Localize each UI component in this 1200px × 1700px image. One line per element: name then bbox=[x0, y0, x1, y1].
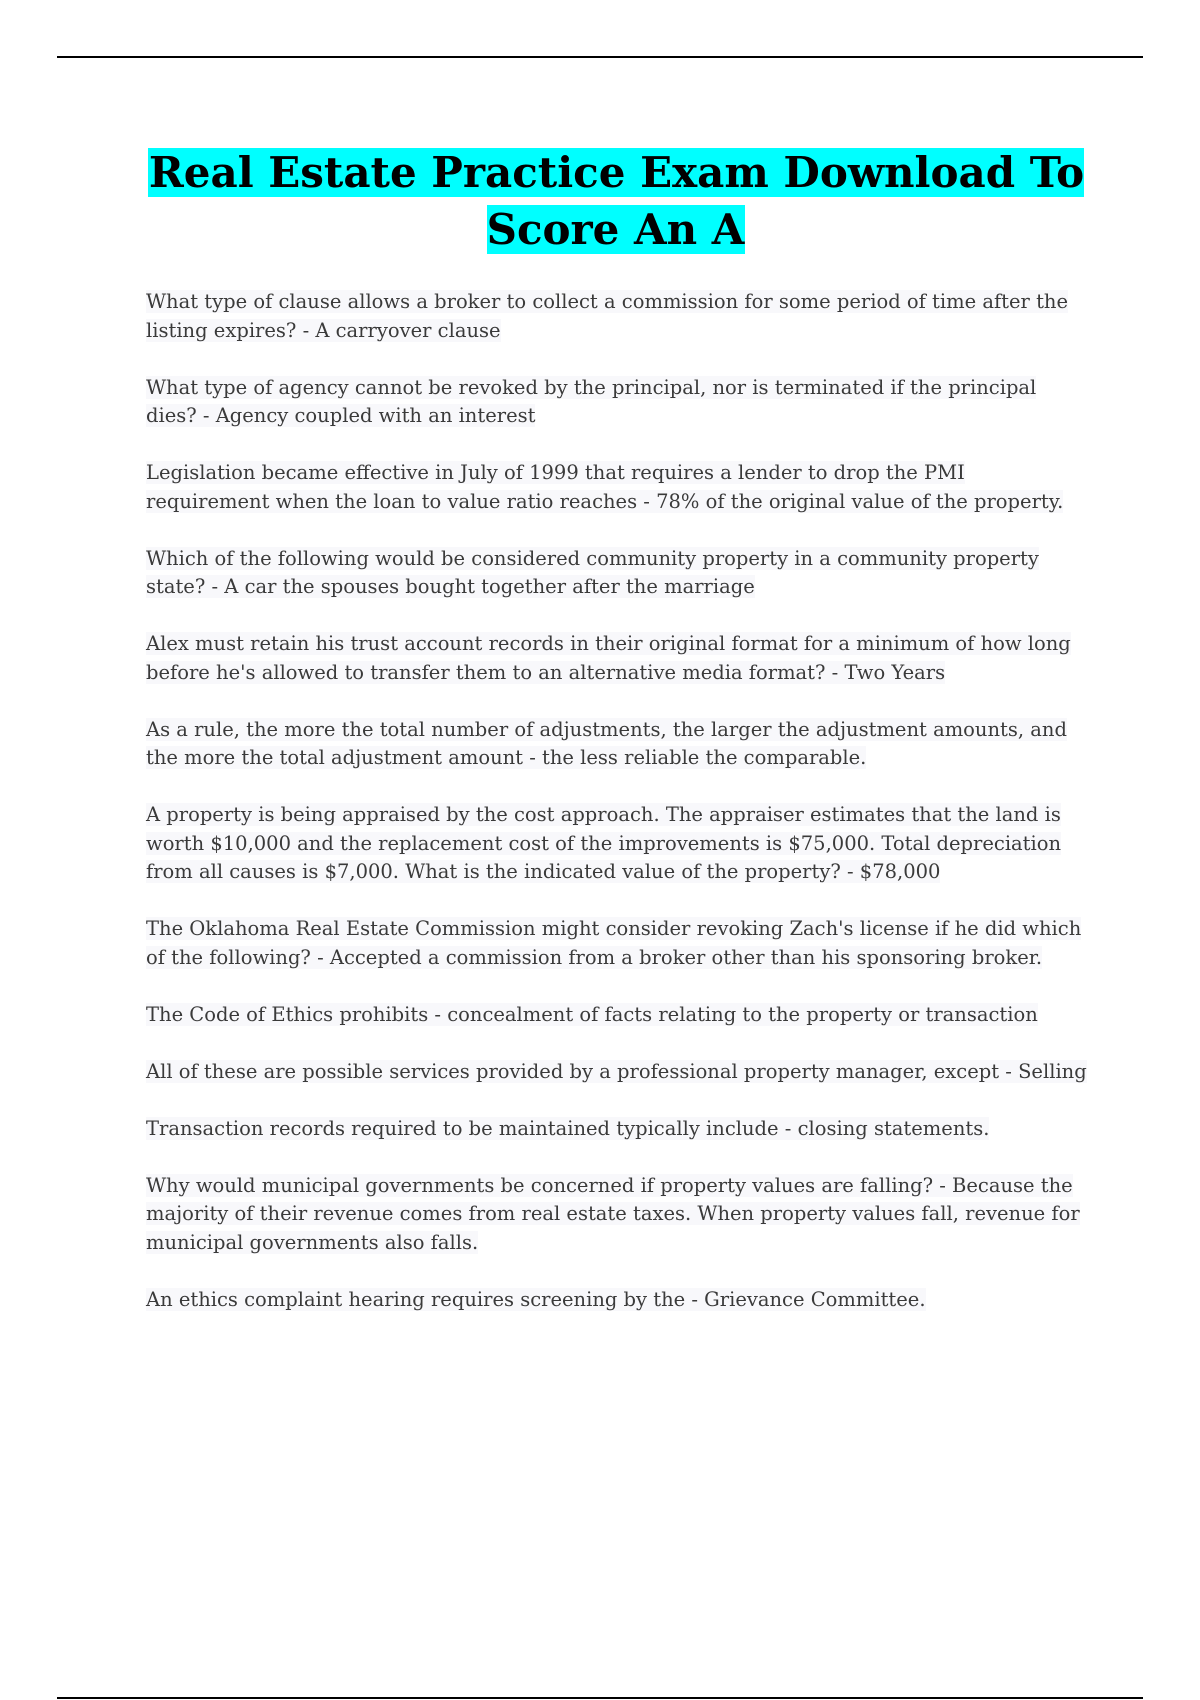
qa-text: All of these are possible services provided by a professional property manager, except - Selling bbox=[146, 1059, 1087, 1083]
qa-text: Which of the following would be considered community property in a community property state? - A car the spouses bought together after the marriage bbox=[146, 546, 1039, 598]
qa-text: A property is being appraised by the cost approach. The appraiser estimates that the land is worth $10,000 and the replacement cost of the improvements is $75,000. Total depreciation from all causes is $7,000. What is the indicated value of the property? - $78,000 bbox=[146, 803, 1062, 883]
qa-item bbox=[146, 1286, 1090, 1315]
qa-text: As a rule, the more the total number of adjustments, the larger the adjustment amounts, and the more the total adjustment amount - the less reliable the comparable. bbox=[146, 717, 1067, 769]
bottom-rule bbox=[57, 1697, 1143, 1699]
qa-item bbox=[146, 630, 1090, 687]
qa-text: What type of agency cannot be revoked by the principal, nor is terminated if the principal dies? - Agency coupled with an interest bbox=[146, 375, 1037, 427]
qa-item bbox=[146, 374, 1090, 431]
qa-item bbox=[146, 1172, 1090, 1258]
qa-item bbox=[146, 1001, 1090, 1030]
qa-item bbox=[146, 545, 1090, 602]
top-rule bbox=[57, 56, 1143, 58]
qa-text: The Code of Ethics prohibits - concealment of facts relating to the property or transaction bbox=[146, 1002, 1038, 1026]
qa-text: The Oklahoma Real Estate Commission might consider revoking Zach's license if he did which of the following? - Accepted a commission from a broker other than his sponsoring broker. bbox=[146, 917, 1082, 969]
qa-text: An ethics complaint hearing requires screening by the - Grievance Committee. bbox=[146, 1287, 926, 1311]
qa-item bbox=[146, 459, 1090, 516]
qa-item bbox=[146, 801, 1090, 887]
qa-item bbox=[146, 1058, 1090, 1087]
qa-text: What type of clause allows a broker to collect a commission for some period of time after the listing expires? - A carryover clause bbox=[146, 290, 1069, 342]
qa-item bbox=[146, 716, 1090, 773]
qa-list bbox=[146, 288, 1090, 1343]
qa-text: Alex must retain his trust account records in their original format for a minimum of how long before he's allowed to transfer them to an alternative media format? - Two Years bbox=[146, 632, 1071, 684]
document-title-text: Real Estate Practice Exam Download To Score An A bbox=[148, 148, 1085, 254]
document-title bbox=[145, 144, 1087, 258]
qa-text: Why would municipal governments be concerned if property values are falling? - Because the majority of their revenue comes from real estate taxes. When property values fall, revenue for municipal governments also falls. bbox=[146, 1173, 1080, 1254]
qa-item bbox=[146, 288, 1090, 345]
qa-item bbox=[146, 915, 1090, 972]
qa-item bbox=[146, 1115, 1090, 1144]
qa-text: Legislation became effective in July of 1999 that requires a lender to drop the PMI requirement when the loan to value ratio reaches - 78% of the original value of the property. bbox=[146, 461, 1064, 513]
qa-text: Transaction records required to be maintained typically include - closing statements. bbox=[146, 1116, 990, 1140]
